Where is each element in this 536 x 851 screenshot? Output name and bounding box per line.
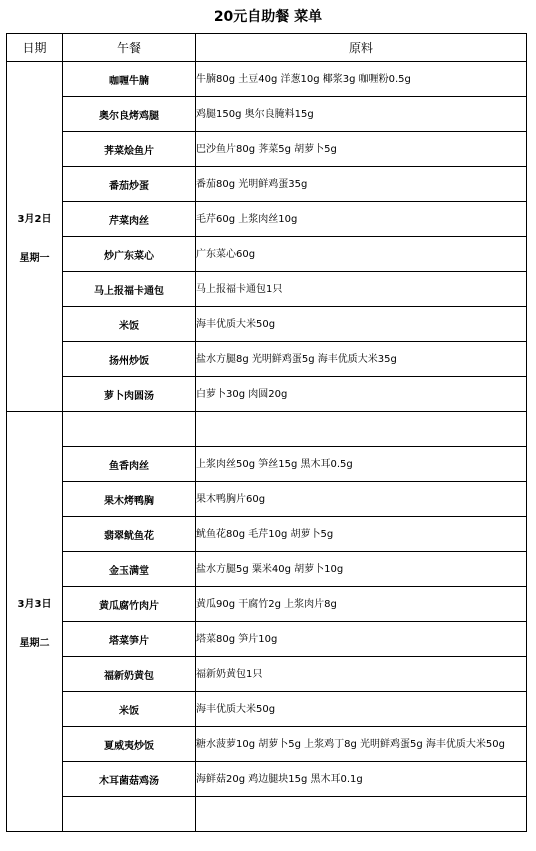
dish-name: 金玉满堂 [63, 552, 196, 587]
table-row [7, 517, 527, 552]
table-row [7, 132, 527, 167]
table-row [7, 237, 527, 272]
dish-ingredients [196, 412, 527, 447]
dish-name: 夏威夷炒饭 [63, 727, 196, 762]
dish-ingredients: 番茄80g 光明鲜鸡蛋35g [196, 167, 527, 202]
header-ingredients: 原料 [196, 34, 527, 62]
dish-name: 木耳菌菇鸡汤 [63, 762, 196, 797]
table-row [7, 62, 527, 97]
dish-ingredients: 鸡腿150g 奥尔良腌料15g [196, 97, 527, 132]
dish-ingredients: 福新奶黄包1只 [196, 657, 527, 692]
header-lunch: 午餐 [63, 34, 196, 62]
dish-name [63, 797, 196, 832]
dish-name: 荠菜烩鱼片 [63, 132, 196, 167]
dish-ingredients: 牛腩80g 土豆40g 洋葱10g 椰浆3g 咖喱粉0.5g [196, 62, 527, 97]
table-row [7, 657, 527, 692]
table-row [7, 342, 527, 377]
dish-name: 翡翠鱿鱼花 [63, 517, 196, 552]
dish-name: 萝卜肉圆汤 [63, 377, 196, 412]
dish-name: 鱼香肉丝 [63, 447, 196, 482]
dish-ingredients: 海鲜菇20g 鸡边腿块15g 黑木耳0.1g [196, 762, 527, 797]
table-row [7, 272, 527, 307]
table-row [7, 307, 527, 342]
dish-ingredients: 黄瓜90g 干腐竹2g 上浆肉片8g [196, 587, 527, 622]
dish-ingredients: 盐水方腿8g 光明鲜鸡蛋5g 海丰优质大米35g [196, 342, 527, 377]
dish-name: 塔菜笋片 [63, 622, 196, 657]
dish-ingredients: 盐水方腿5g 粟米40g 胡萝卜10g [196, 552, 527, 587]
table-row [7, 692, 527, 727]
dish-ingredients: 毛芹60g 上浆肉丝10g [196, 202, 527, 237]
table-row [7, 727, 527, 762]
weekday-label: 星期二 [19, 637, 50, 649]
dish-ingredients: 糖水菠萝10g 胡萝卜5g 上浆鸡丁8g 光明鲜鸡蛋5g 海丰优质大米50g [196, 727, 527, 762]
dish-ingredients: 果木鸭胸片60g [196, 482, 527, 517]
table-row [7, 552, 527, 587]
dish-name: 黄瓜腐竹肉片 [63, 587, 196, 622]
dish-name: 奥尔良烤鸡腿 [63, 97, 196, 132]
dish-ingredients: 白萝卜30g 肉圆20g [196, 377, 527, 412]
dish-ingredients: 广东菜心60g [196, 237, 527, 272]
dish-ingredients: 巴沙鱼片80g 荠菜5g 胡萝卜5g [196, 132, 527, 167]
dish-ingredients: 上浆肉丝50g 笋丝15g 黑木耳0.5g [196, 447, 527, 482]
dish-name [63, 412, 196, 447]
date-label: 3月2日 [17, 213, 52, 225]
table-row [7, 762, 527, 797]
table-row [7, 167, 527, 202]
dish-name: 福新奶黄包 [63, 657, 196, 692]
weekday-label: 星期一 [19, 252, 50, 264]
dish-name: 番茄炒蛋 [63, 167, 196, 202]
dish-name: 米饭 [63, 692, 196, 727]
menu-table [6, 33, 527, 832]
table-row [7, 797, 527, 832]
dish-name: 芹菜肉丝 [63, 202, 196, 237]
dish-name: 马上报福卡通包 [63, 272, 196, 307]
dish-ingredients: 塔菜80g 笋片10g [196, 622, 527, 657]
date-cell [7, 412, 63, 832]
dish-name: 米饭 [63, 307, 196, 342]
table-row [7, 97, 527, 132]
date-label: 3月3日 [17, 598, 52, 610]
menu-title: 20元自助餐 菜单 [213, 9, 323, 25]
dish-ingredients: 鱿鱼花80g 毛芹10g 胡萝卜5g [196, 517, 527, 552]
table-row [7, 482, 527, 517]
dish-name: 炒广东菜心 [63, 237, 196, 272]
dish-ingredients: 海丰优质大米50g [196, 307, 527, 342]
date-cell [7, 62, 63, 412]
header-date: 日期 [7, 34, 63, 62]
dish-name: 咖喱牛腩 [63, 62, 196, 97]
dish-name: 果木烤鸭胸 [63, 482, 196, 517]
header-row [7, 34, 527, 62]
dish-name: 扬州炒饭 [63, 342, 196, 377]
table-row [7, 587, 527, 622]
table-row [7, 202, 527, 237]
table-row [7, 377, 527, 412]
dish-ingredients: 马上报福卡通包1只 [196, 272, 527, 307]
table-row [7, 622, 527, 657]
table-row [7, 447, 527, 482]
dish-ingredients [196, 797, 527, 832]
table-row [7, 412, 527, 447]
dish-ingredients: 海丰优质大米50g [196, 692, 527, 727]
